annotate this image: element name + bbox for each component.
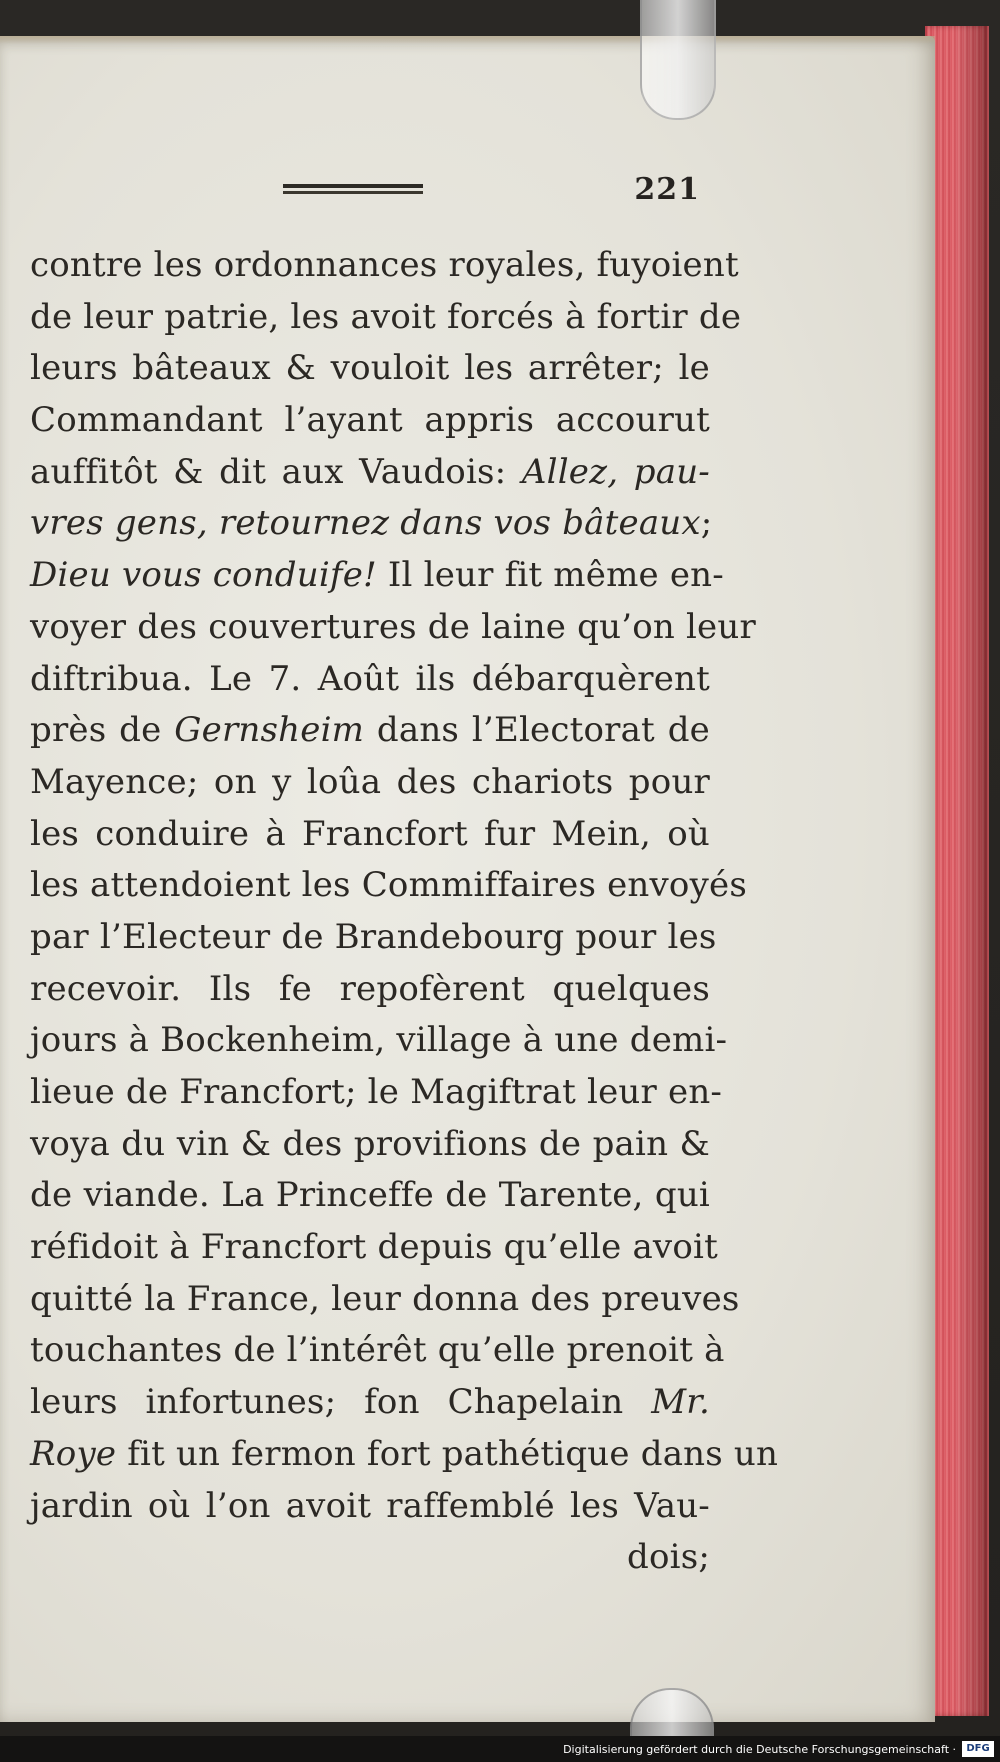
text-run: recevoir. Ils fe repofèrent quelques — [30, 968, 710, 1009]
text-run: fit un fermon fort pathétique dans un — [116, 1433, 779, 1474]
text-run: leurs infortunes; fon Chapelain — [30, 1382, 652, 1423]
italic-text: Roye — [30, 1433, 117, 1474]
digitization-credit: Digitalisierung gefördert durch die Deutsche Forschungsgemeinschaft · — [563, 1743, 956, 1756]
text-run: contre les ordonnances royales, fuyoient — [30, 245, 739, 285]
text-run: diftribua. Le 7. Août ils débarquèrent — [30, 658, 710, 699]
text-line — [30, 757, 710, 809]
text-run: jardin où l’on avoit raffemblé les Vau- — [30, 1485, 710, 1526]
text-run: de leur patrie, les avoit forcés à fortir de — [30, 296, 742, 337]
text-run: voya du vin & des provifions de pain & — [30, 1123, 710, 1164]
text-line — [30, 292, 742, 344]
text-run: Commandant l’ayant appris accourut — [30, 400, 710, 441]
text-line — [30, 1170, 710, 1222]
text-run: Il leur fit même en- — [376, 555, 724, 596]
text-run: dans l’Electorat de — [364, 710, 710, 751]
italic-text: vres gens, retournez dans vos bâteaux — [30, 503, 701, 544]
italic-text: Gernsheim — [174, 710, 365, 751]
text-run: quitté la France, leur donna des preuves — [30, 1278, 740, 1319]
text-line — [30, 1429, 779, 1481]
text-line — [30, 1119, 710, 1171]
text-run: lieue de Francfort; le Magiftrat leur en- — [30, 1072, 723, 1112]
header-rule-thick — [283, 184, 423, 188]
text-run: réfidoit à Francfort depuis qu’elle avoit — [30, 1227, 718, 1268]
text-run: jours à Bockenheim, village à une demi- — [30, 1020, 728, 1061]
page-number: 221 — [634, 172, 700, 207]
text-line — [30, 1481, 710, 1533]
text-line — [30, 498, 713, 550]
text-line — [30, 395, 710, 447]
text-line — [30, 1015, 728, 1067]
text-run: les attendoient les Commiffaires envoyés — [30, 865, 747, 906]
text-line — [30, 550, 724, 602]
text-run: voyer des couvertures de laine qu’on leur — [30, 606, 756, 647]
text-run: touchantes de l’intérêt qu’elle prenoit à — [30, 1330, 725, 1371]
text-line — [30, 1377, 710, 1429]
text-line — [30, 912, 717, 964]
italic-text: Dieu vous conduife! — [30, 555, 377, 596]
text-run: ; — [700, 503, 713, 544]
text-line — [30, 1222, 718, 1274]
text-line — [30, 1067, 723, 1119]
text-line — [30, 602, 756, 654]
page-top-edge — [0, 36, 935, 44]
text-run: de viande. La Princeffe de Tarente, qui — [30, 1175, 710, 1216]
text-line — [30, 705, 710, 757]
text-line — [30, 240, 739, 292]
text-line — [30, 1274, 740, 1326]
text-run: auffitôt & dit aux Vaudois: — [30, 451, 522, 492]
text-run: Mayence; on y loûa des chariots pour — [30, 761, 710, 802]
fore-edge-shadow — [955, 26, 987, 1716]
text-line — [30, 860, 747, 912]
text-line — [30, 1532, 710, 1584]
dfg-logo: DFG — [962, 1741, 994, 1757]
text-run: les conduire à Francfort fur Mein, où — [30, 813, 710, 854]
text-line — [30, 964, 710, 1016]
text-line — [30, 447, 710, 499]
body-text — [30, 240, 779, 1584]
text-run: leurs bâteaux & vouloit les arrêter; le — [30, 348, 710, 389]
text-run: près de — [30, 710, 175, 751]
header-rule-thin — [283, 191, 423, 194]
italic-text: Allez, pau- — [521, 451, 710, 492]
text-line — [30, 809, 710, 861]
text-run: par l’Electeur de Brandebourg pour les — [30, 916, 717, 957]
italic-text: Mr. — [651, 1382, 710, 1423]
text-line — [30, 343, 710, 395]
page-clip-top — [640, 0, 716, 120]
header-rule — [283, 184, 423, 196]
text-line — [30, 654, 710, 706]
text-line — [30, 1325, 725, 1377]
text-run: dois; — [626, 1537, 710, 1578]
